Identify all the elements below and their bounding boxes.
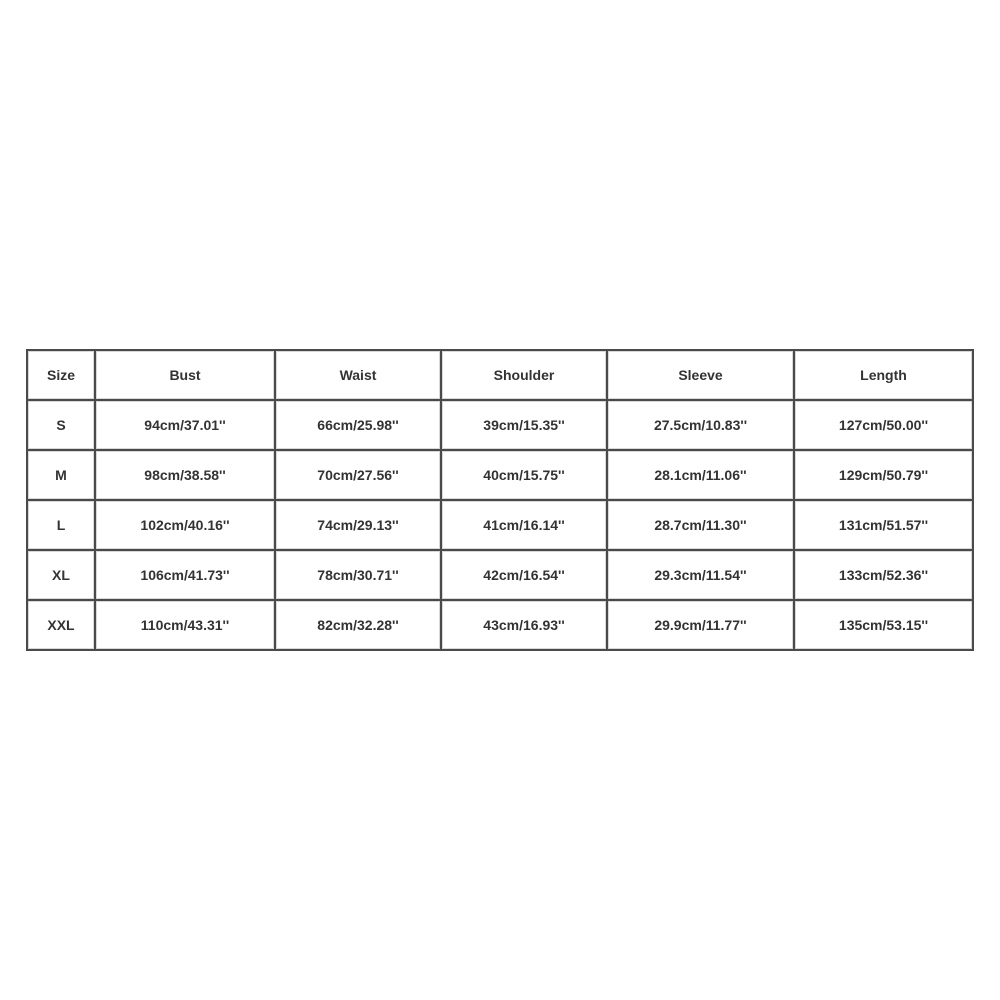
- table-row: [28, 501, 974, 551]
- header-bust: Bust: [96, 351, 276, 401]
- cell-size: M: [28, 451, 96, 501]
- cell-bust: 94cm/37.01'': [96, 401, 276, 451]
- cell-waist: 70cm/27.56'': [276, 451, 442, 501]
- header-waist: Waist: [276, 351, 442, 401]
- cell-shoulder: 40cm/15.75'': [442, 451, 608, 501]
- cell-waist: 74cm/29.13'': [276, 501, 442, 551]
- header-size: Size: [28, 351, 96, 401]
- cell-shoulder: 42cm/16.54'': [442, 551, 608, 601]
- cell-size: XXL: [28, 601, 96, 651]
- table-row: [28, 551, 974, 601]
- cell-bust: 110cm/43.31'': [96, 601, 276, 651]
- cell-size: S: [28, 401, 96, 451]
- table-row: [28, 601, 974, 651]
- cell-size: L: [28, 501, 96, 551]
- header-sleeve: Sleeve: [608, 351, 795, 401]
- table-header-row: [28, 351, 974, 401]
- cell-length: 129cm/50.79'': [795, 451, 974, 501]
- cell-bust: 102cm/40.16'': [96, 501, 276, 551]
- cell-bust: 106cm/41.73'': [96, 551, 276, 601]
- cell-sleeve: 29.3cm/11.54'': [608, 551, 795, 601]
- cell-shoulder: 43cm/16.93'': [442, 601, 608, 651]
- cell-waist: 66cm/25.98'': [276, 401, 442, 451]
- cell-length: 131cm/51.57'': [795, 501, 974, 551]
- cell-sleeve: 27.5cm/10.83'': [608, 401, 795, 451]
- cell-sleeve: 28.1cm/11.06'': [608, 451, 795, 501]
- cell-bust: 98cm/38.58'': [96, 451, 276, 501]
- cell-shoulder: 41cm/16.14'': [442, 501, 608, 551]
- cell-length: 133cm/52.36'': [795, 551, 974, 601]
- header-length: Length: [795, 351, 974, 401]
- cell-length: 127cm/50.00'': [795, 401, 974, 451]
- cell-size: XL: [28, 551, 96, 601]
- cell-sleeve: 29.9cm/11.77'': [608, 601, 795, 651]
- table-row: [28, 401, 974, 451]
- cell-length: 135cm/53.15'': [795, 601, 974, 651]
- cell-shoulder: 39cm/15.35'': [442, 401, 608, 451]
- header-shoulder: Shoulder: [442, 351, 608, 401]
- size-chart-table: [26, 349, 974, 651]
- cell-sleeve: 28.7cm/11.30'': [608, 501, 795, 551]
- cell-waist: 82cm/32.28'': [276, 601, 442, 651]
- cell-waist: 78cm/30.71'': [276, 551, 442, 601]
- table-row: [28, 451, 974, 501]
